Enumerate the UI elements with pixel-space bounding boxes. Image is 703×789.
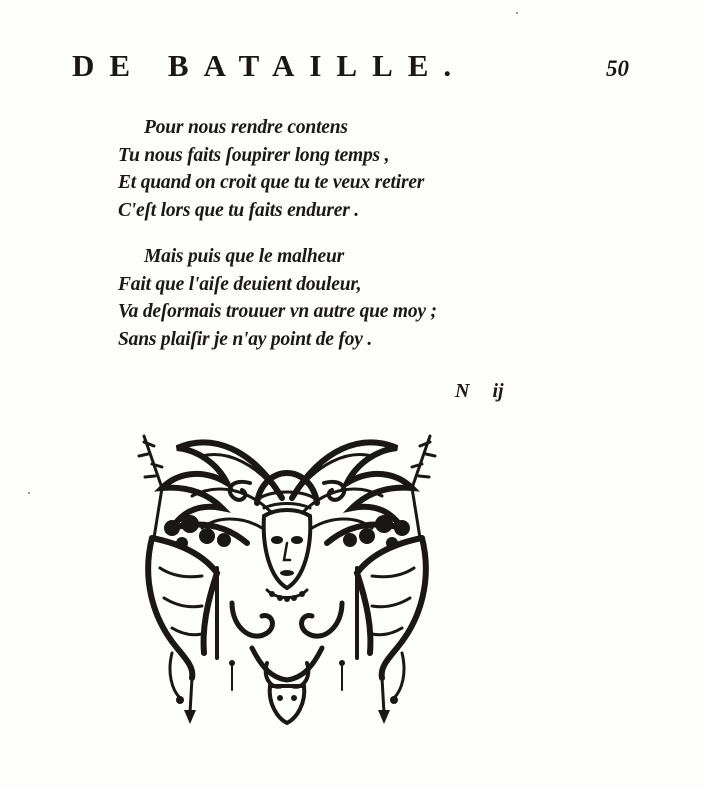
verse-line: Va deſormais trouuer vn autre que moy ; [118,301,437,322]
verse-line: Fait que l'aiſe deuient douleur, [118,273,362,295]
running-head: DE BATAILLE. [72,48,467,83]
verse-line: Sans plaiſir je n'ay point de foy . [118,328,373,350]
fleuron-ornament [132,428,442,728]
verse-line: Mais puis que le malheur [144,246,344,267]
paper-speck [516,12,518,14]
left-cornucopia [148,538,217,678]
bottom-mask [270,686,305,723]
verse-line: Et quand on croit que tu te veux retirer [118,172,425,193]
page-number: 50 [606,56,629,81]
verse-line: C'eſt lors que tu faits endurer . [118,199,359,221]
signature-mark: N ij [455,380,504,402]
stanza-2 [118,243,437,353]
verse-line: Tu nous faits ſoupirer long temps , [118,144,390,166]
right-cornucopia [357,538,426,678]
paper-speck [28,492,30,494]
verse-line: Pour nous rendre contens [144,117,348,138]
stanza-1 [118,114,424,224]
